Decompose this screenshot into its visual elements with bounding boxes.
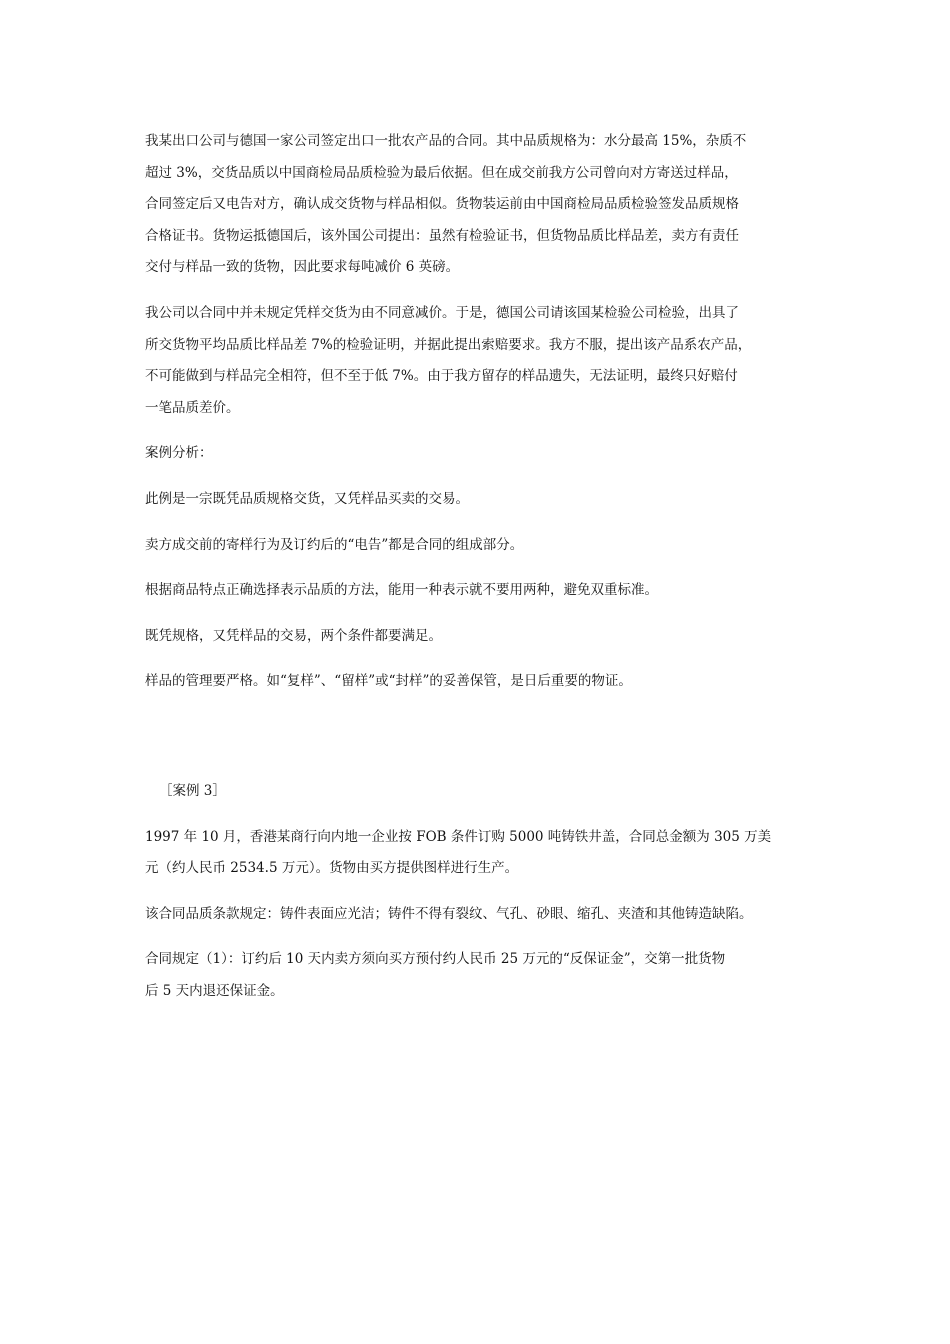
paragraph-analysis-point-4 xyxy=(145,621,810,653)
document-body xyxy=(145,126,810,1021)
case-heading: ［案例 3］ xyxy=(159,782,226,799)
paragraph-analysis-point-3 xyxy=(145,575,810,607)
text-line: 既凭规格，又凭样品的交易，两个条件都要满足。 xyxy=(145,627,442,644)
text-line: 我某出口公司与德国一家公司签定出口一批农产品的合同。其中品质规格为：水分最高 15%，杂质不 xyxy=(145,133,747,149)
text-line: 该合同品质条款规定：铸件表面应光洁；铸件不得有裂纹、气孔、砂眼、缩孔、夹渣和其他铸造缺陷。 xyxy=(145,905,753,922)
paragraph-dispute xyxy=(145,298,810,424)
text-line: 所交货物平均品质比样品差 7%的检验证明，并据此提出索赔要求。我方不服，提出该产品系农产品， xyxy=(145,336,752,353)
text-line: 元（约人民币 2534.5 万元）。货物由买方提供图样进行生产。 xyxy=(145,860,519,877)
text-line: 合同规定（1）：订约后 10 天内卖方须向买方预付约人民币 25 万元的“反保证金”，交第一批货物 xyxy=(145,951,726,968)
text-line: 案例分析： xyxy=(145,445,213,462)
text-line: 此例是一宗既凭品质规格交货，又凭样品买卖的交易。 xyxy=(145,490,469,507)
text-line: 不可能做到与样品完全相符，但不至于低 7%。由于我方留存的样品遗失，无法证明，最终只好赔付 xyxy=(145,368,738,385)
text-line: 1997 年 10 月，香港某商行向内地一企业按 FOB 条件订购 5000 吨铸铁井盖，合同总金额为 305 万美 xyxy=(145,828,772,845)
text-line: 一笔品质差价。 xyxy=(145,399,240,416)
section-spacer xyxy=(145,712,810,776)
text-line: 合格证书。货物运抵德国后，该外国公司提出：虽然有检验证书，但货物品质比样品差，卖方有责任 xyxy=(145,227,739,244)
paragraph-case-description xyxy=(145,126,810,284)
paragraph-analysis-point-2 xyxy=(145,530,810,562)
paragraph-case3-intro xyxy=(145,822,810,885)
paragraph-quality-clause xyxy=(145,899,810,931)
text-line: 根据商品特点正确选择表示品质的方法，能用一种表示就不要用两种，避免双重标准。 xyxy=(145,582,658,599)
paragraph-contract-terms xyxy=(145,944,810,1007)
text-line: 我公司以合同中并未规定凭样交货为由不同意减价。于是，德国公司请该国某检验公司检验，出具了 xyxy=(145,304,739,321)
text-line: 合同签定后又电告对方，确认成交货物与样品相似。货物装运前由中国商检局品质检验签发品质规格 xyxy=(145,196,739,213)
text-line: 后 5 天内退还保证金。 xyxy=(145,982,284,999)
paragraph-analysis-point-5 xyxy=(145,666,810,698)
text-line: 交付与样品一致的货物，因此要求每吨减价 6 英磅。 xyxy=(145,259,460,276)
paragraph-analysis-heading xyxy=(145,438,810,470)
text-line: 卖方成交前的寄样行为及订约后的“电告”都是合同的组成部分。 xyxy=(145,536,524,553)
paragraph-analysis-point-1 xyxy=(145,484,810,516)
text-line: 超过 3%，交货品质以中国商检局品质检验为最后依据。但在成交前我方公司曾向对方寄送过样品， xyxy=(145,164,738,181)
text-line: 样品的管理要严格。如“复样”、“留样”或“封样”的妥善保管，是日后重要的物证。 xyxy=(145,673,632,690)
